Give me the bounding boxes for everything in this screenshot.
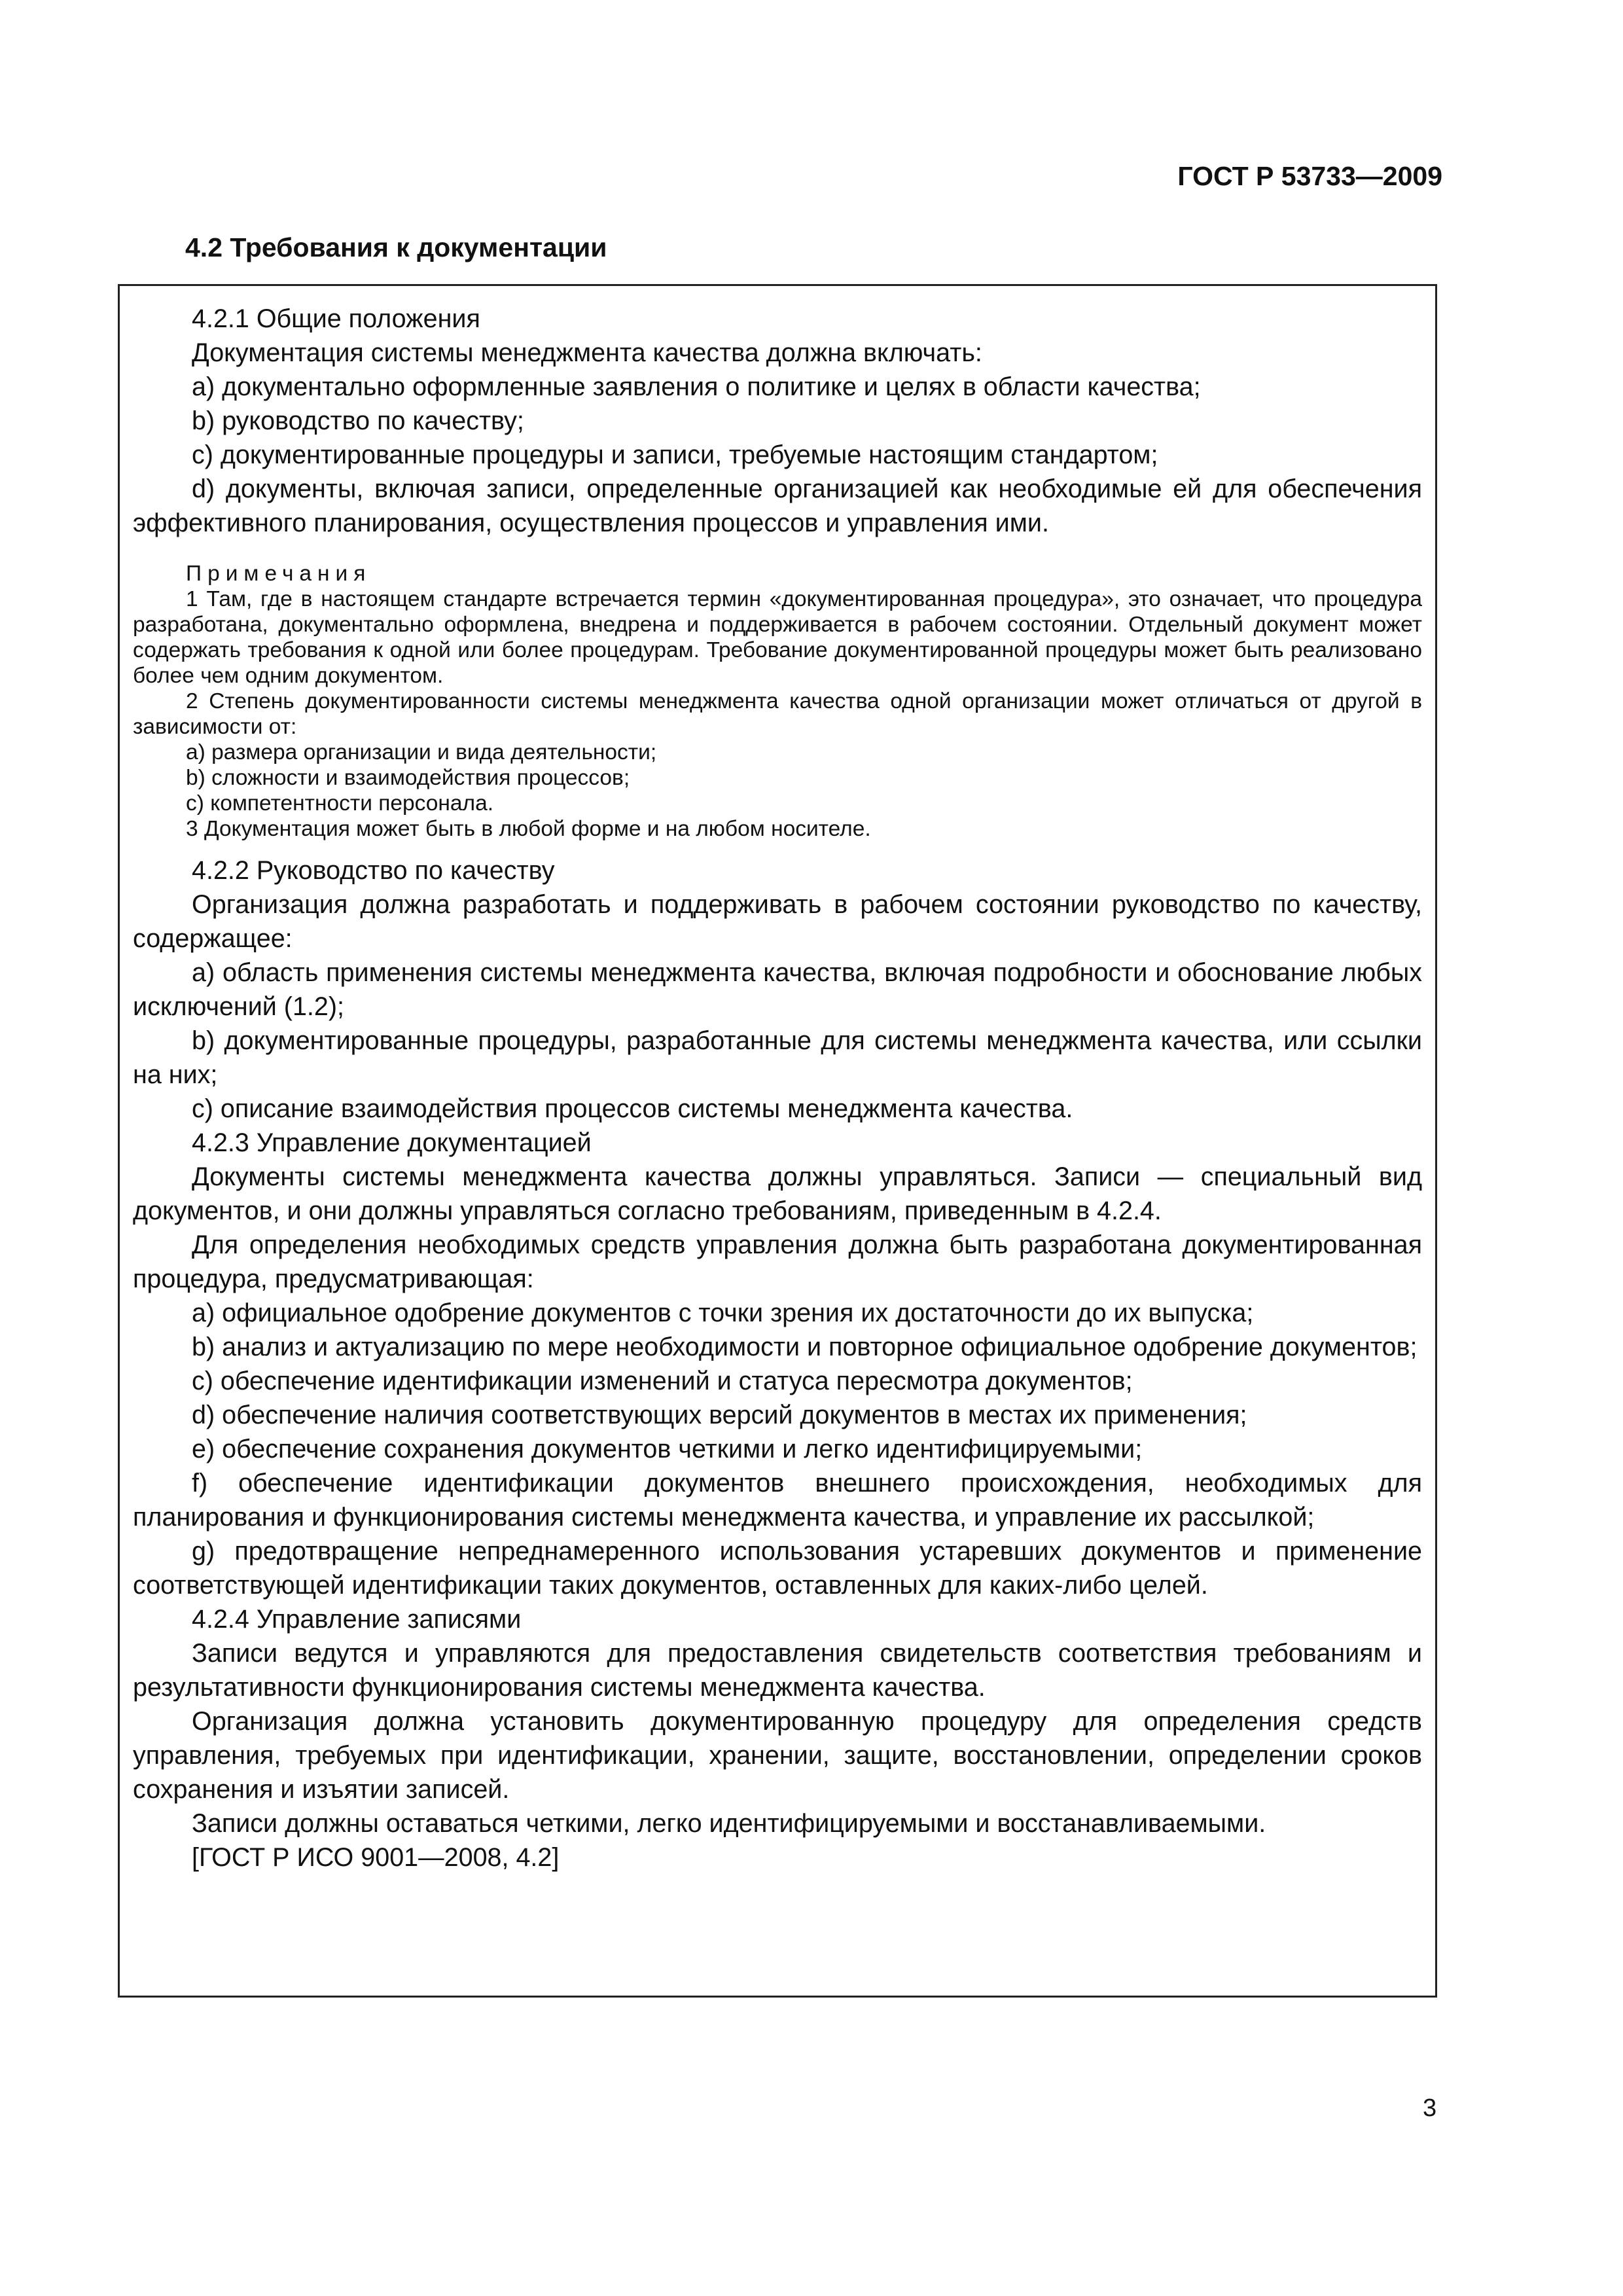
list-item-a: а) документально оформленные заявления о политике и целях в области качества;: [192, 372, 1201, 401]
paragraph: Организация должна разработать и поддерживать в рабочем состоянии руководство по качеству, содержащее:: [133, 890, 1422, 953]
note-2-item-c: c) компетентности персонала.: [186, 791, 494, 816]
document-code-header: ГОСТ Р 53733—2009: [1177, 161, 1442, 191]
list-item-a: а) область применения системы менеджмента качества, включая подробности и обоснование любых исключений (1.2);: [133, 958, 1422, 1021]
list-item-b: b) документированные процедуры, разработанные для системы менеджмента качества, или ссылки на них;: [133, 1026, 1422, 1089]
note-1: 1 Там, где в настоящем стандарте встречается термин «документированная процедура», это означает, что процедура разработана, документально оформлена, внедрена и поддерживается в рабочем состоянии. Отдельный документ может содержать требования к одной или более процедурам. Требование документированной процедуры может быть реализовано более чем одним документом.: [133, 587, 1422, 688]
list-item-d: d) документы, включая записи, определенные организацией как необходимые ей для обеспечения эффективного планирования, осуществления процессов и управления ими.: [133, 475, 1422, 537]
note-2: 2 Степень документированности системы менеджмента качества одной организации может отличаться от другой в зависимости от:: [133, 689, 1422, 739]
list-item-c: c) обеспечение идентификации изменений и статуса пересмотра документов;: [192, 1367, 1133, 1395]
list-item-g: g) предотвращение непреднамеренного использования устаревших документов и применение соответствующей идентификации таких документов, оставленных для каких-либо целей.: [133, 1537, 1422, 1600]
clause-heading-4-2-4: 4.2.4 Управление записями: [192, 1605, 522, 1634]
paragraph: Записи должны оставаться четкими, легко идентифицируемыми и восстанавливаемыми.: [192, 1809, 1266, 1838]
source-reference: [ГОСТ Р ИСО 9001—2008, 4.2]: [192, 1843, 560, 1872]
list-item-c: c) описание взаимодействия процессов системы менеджмента качества.: [192, 1094, 1073, 1123]
list-item-b: b) анализ и актуализацию по мере необходимости и повторное официальное одобрение документов;: [192, 1333, 1418, 1361]
note-2-item-a: а) размера организации и вида деятельности;: [186, 740, 657, 764]
list-item-b: b) руководство по качеству;: [192, 406, 524, 435]
section-title: 4.2 Требования к документации: [185, 232, 607, 262]
note-3: 3 Документация может быть в любой форме и на любом носителе.: [186, 817, 871, 841]
quoted-requirements-box: [118, 284, 1437, 1998]
paragraph: Документация системы менеджмента качества должна включать:: [192, 338, 982, 367]
list-item-d: d) обеспечение наличия соответствующих версий документов в местах их применения;: [192, 1401, 1247, 1429]
clause-heading-4-2-2: 4.2.2 Руководство по качеству: [192, 856, 555, 885]
paragraph: Организация должна установить документированную процедуру для определения средств управления, требуемых при идентификации, хранении, защите, восстановлении, определении сроков сохранения и изъятии записей.: [133, 1707, 1422, 1804]
list-item-e: e) обеспечение сохранения документов четкими и легко идентифицируемыми;: [192, 1435, 1143, 1463]
list-item-f: f) обеспечение идентификации документов внешнего происхождения, необходимых для планирования и функционирования системы менеджмента качества, и управление их рассылкой;: [133, 1469, 1422, 1532]
notes-title: Примечания: [186, 562, 372, 586]
list-item-a: а) официальное одобрение документов с точки зрения их достаточности до их выпуска;: [192, 1299, 1254, 1327]
notes-block: [133, 561, 1422, 842]
paragraph: Для определения необходимых средств управления должна быть разработана документированная процедура, предусматривающая:: [133, 1230, 1422, 1293]
paragraph: Документы системы менеджмента качества должны управляться. Записи — специальный вид документов, и они должны управляться согласно требованиям, приведенным в 4.2.4.: [133, 1162, 1422, 1225]
paragraph: Записи ведутся и управляются для предоставления свидетельств соответствия требованиям и результативности функционирования системы менеджмента качества.: [133, 1639, 1422, 1702]
list-item-c: c) документированные процедуры и записи, требуемые настоящим стандартом;: [192, 440, 1158, 469]
clause-heading-4-2-1: 4.2.1 Общие положения: [192, 304, 480, 333]
page-number: 3: [1423, 2094, 1437, 2122]
clause-heading-4-2-3: 4.2.3 Управление документацией: [192, 1128, 592, 1157]
note-2-item-b: b) сложности и взаимодействия процессов;: [186, 766, 630, 790]
